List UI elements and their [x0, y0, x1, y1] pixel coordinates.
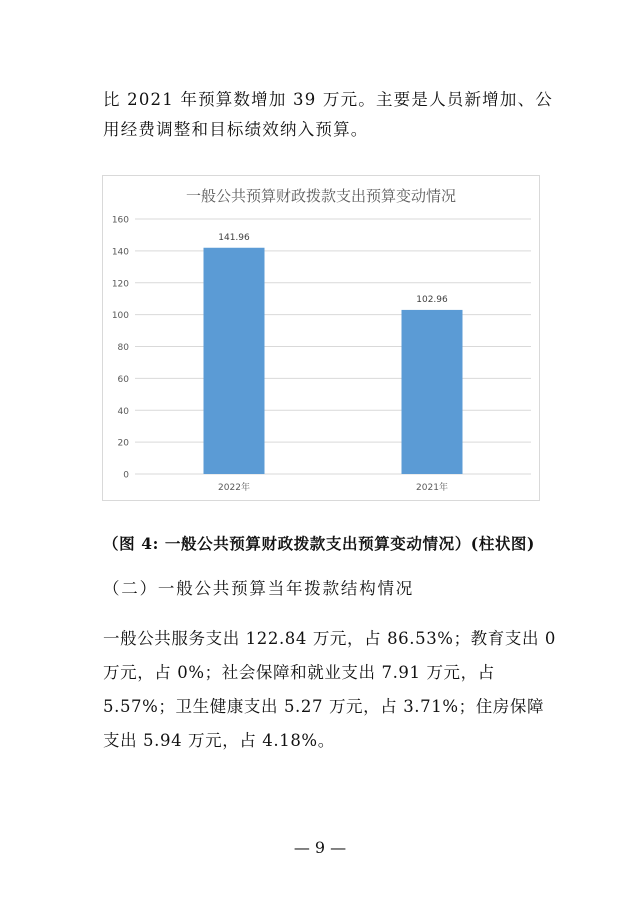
- page-number: — 9 —: [293, 838, 347, 857]
- bar-value-label: 102.96: [416, 294, 448, 305]
- bar-chart: [102, 175, 540, 501]
- y-tick-label: 40: [117, 406, 129, 417]
- y-tick-label: 120: [111, 279, 129, 290]
- y-tick-label: 160: [111, 215, 129, 226]
- y-tick-label: 140: [111, 247, 129, 258]
- y-tick-label: 80: [117, 343, 129, 353]
- bar-value-label: 141.96: [218, 232, 250, 243]
- figure-caption: （图 4: 一般公共预算财政拨款支出预算变动情况）(柱状图): [103, 534, 535, 553]
- x-category-label: 2021年: [416, 483, 448, 493]
- body-paragraph: 一般公共服务支出 122.84 万元，占 86.53%；教育支出 0 万元，占 0%；社会保障和就业支出 7.91 万元，占 5.57%；卫生健康支出 5.27 万元，占 3.71%；住房保障支出 5.94 万元，占 4.18%。: [103, 629, 557, 750]
- intro-paragraph: 比 2021 年预算数增加 39 万元。主要是人员新增加、公用经费调整和目标绩效纳入预算。: [103, 90, 553, 139]
- bar-1: [204, 248, 265, 474]
- bar-chart-svg: [103, 176, 539, 500]
- y-tick-label: 100: [111, 311, 129, 322]
- bar-2: [402, 310, 463, 474]
- y-tick-label: 60: [117, 374, 129, 385]
- y-tick-label: 20: [117, 438, 129, 449]
- chart-title: 一般公共预算财政拨款支出预算变动情况: [185, 187, 457, 205]
- x-category-label: 2022年: [218, 483, 250, 493]
- y-tick-label: 0: [123, 470, 129, 481]
- section-heading: （二）一般公共预算当年拨款结构情况: [103, 579, 415, 598]
